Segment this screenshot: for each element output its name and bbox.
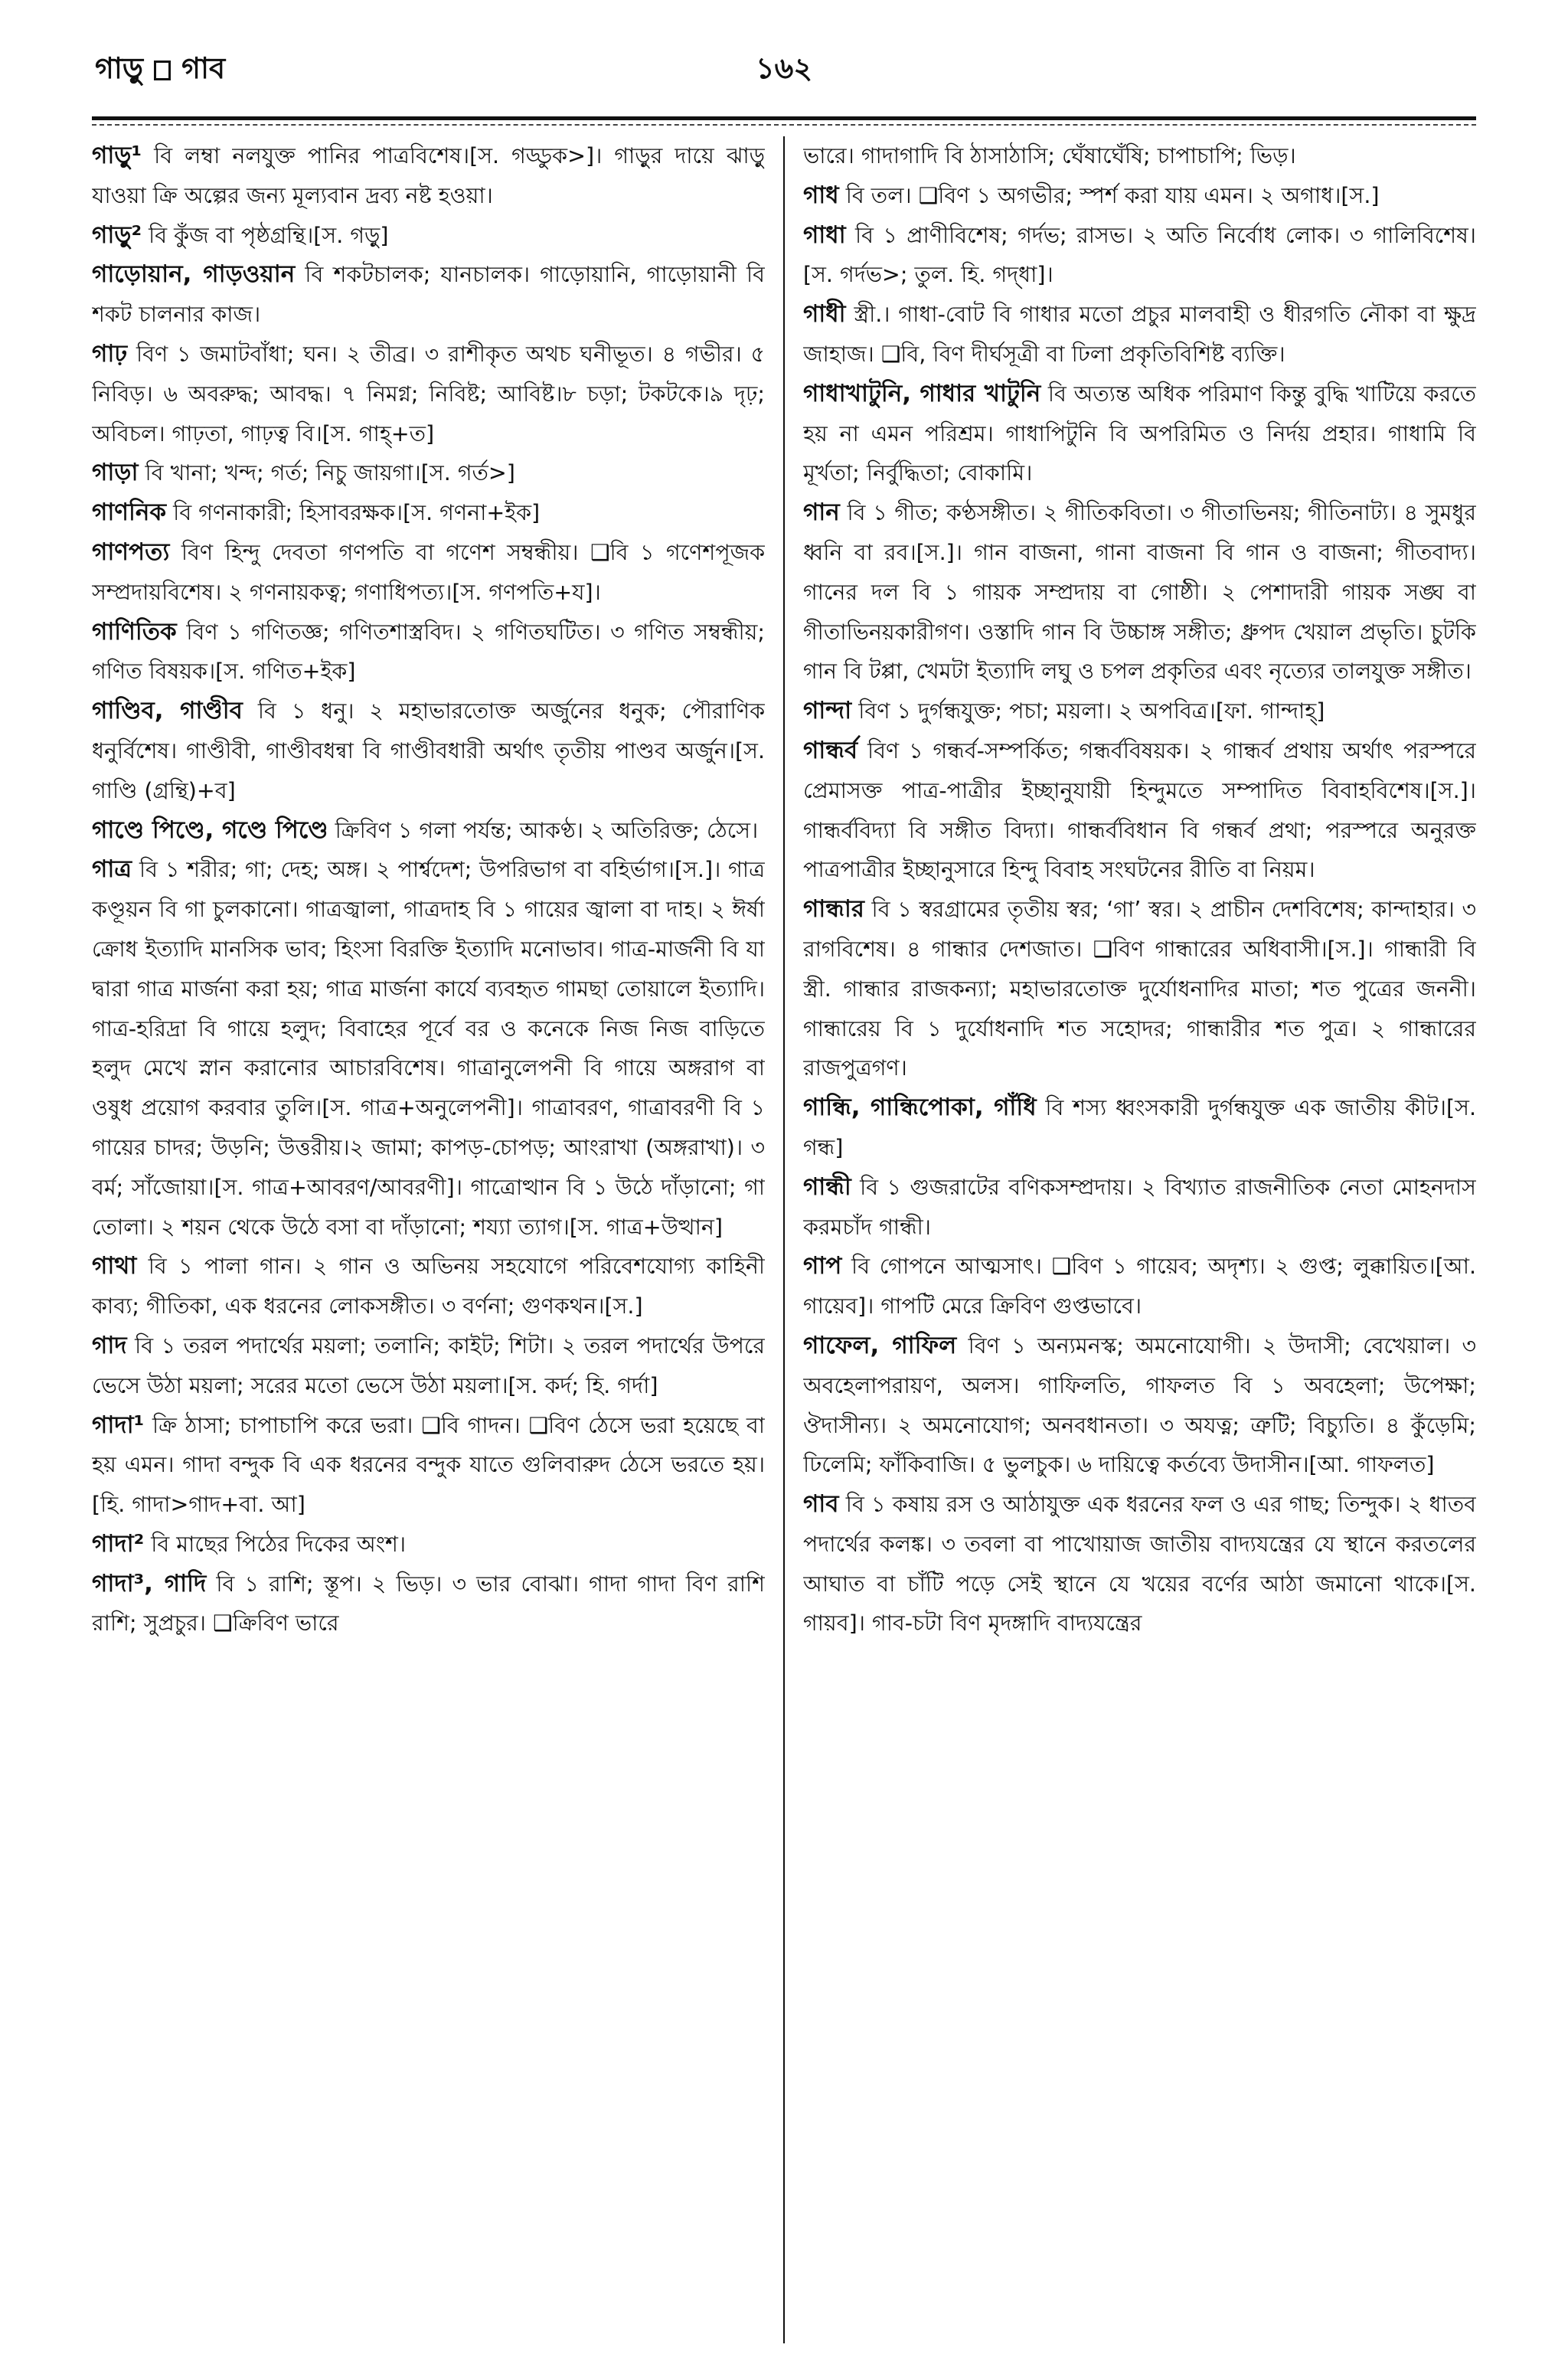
column-divider [783, 136, 785, 2343]
entry-headword: গাড়ু² [92, 221, 142, 249]
dictionary-entry [803, 493, 1476, 692]
entry-headword: গান [802, 499, 840, 527]
dictionary-entry [92, 1525, 765, 1565]
entry-definition: ক্রি ঠাসা; চাপাচাপি করে ভরা। ❑বি গাদন। ❑বিণ ঠেসে ভরা হয়েছে বা হয় এমন। গাদা বন্দুক বি এক ধরনের বন্দুক যাতে গুলিবারুদ ঠেসে ভরতে হয়।[হি. গাদা>গাদ+বা. আ] [92, 1412, 766, 1518]
entry-headword: গাদা² [92, 1529, 145, 1558]
entry-definition: বি মাছের পিঠের দিকের অংশ। [144, 1531, 407, 1557]
dictionary-entry [92, 335, 765, 453]
entry-headword: গাণনিক [92, 499, 167, 527]
entry-headword: গাণ্ডে পিণ্ডে, গণ্ডে পিণ্ডে [92, 816, 328, 844]
dictionary-entry [803, 136, 1476, 176]
page-header [95, 40, 1473, 101]
entry-definition: বিণ হিন্দু দেবতা গণপতি বা গণেশ সম্বন্ধীয়। ❑বি ১ গণেশপূজক সম্প্রদায়বিশেষ। ২ গণনায়কত্ব; গণাধিপত্য।[স. গণপতি+য]। [92, 539, 766, 605]
dictionary-entry [92, 453, 765, 493]
dictionary-entry [92, 533, 765, 613]
entry-definition: বিণ ১ অন্যমনস্ক; অমনোযোগী। ২ উদাসী; বেখেয়াল। ৩ অবহেলাপরায়ণ, অলস। গাফিলতি, গাফলত বি ১ অবহেলা; উপেক্ষা; ঔদাসীন্য। ২ অমনোযোগ; অনবধানতা। ৩ অযত্ন; ত্রুটি; বিচ্যুতি। ৪ কুঁড়েমি; ঢিলেমি; ফাঁকিবাজি। ৫ ভুলচুক। ৬ দায়িত্বে কর্তব্যে উদাসীন।[আ. গাফলত] [802, 1333, 1476, 1478]
entry-headword: গান্ধী [802, 1172, 851, 1201]
header-rule [92, 116, 1476, 120]
entry-headword: গাঢ় [92, 339, 128, 368]
entry-definition: বিণ ১ জমাটবাঁধা; ঘন। ২ তীব্র। ৩ রাশীকৃত অথচ ঘনীভূত। ৪ গভীর। ৫ নিবিড়। ৬ অবরুদ্ধ; আবদ্ধ। ৭ নিমগ্ন; নিবিষ্ট; আবিষ্ট।৮ চড়া; টকটকে।৯ দৃঢ়; অবিচল। গাঢ়তা, গাঢ়ত্ব বি।[স. গাহ্+ত] [92, 341, 766, 446]
entry-headword: গাদা¹ [92, 1411, 145, 1439]
dictionary-entry [92, 1326, 765, 1406]
dictionary-entry [803, 374, 1476, 493]
entry-definition: বি ১ রাশি; স্তূপ। ২ ভিড়। ৩ ভার বোঝা। গাদা গাদা বিণ রাশি রাশি; সুপ্রচুর। ❑ক্রিবিণ ভারে [92, 1571, 766, 1637]
entry-definition: ক্রিবিণ ১ গলা পর্যন্ত; আকণ্ঠ। ২ অতিরিক্ত; ঠেসে। [328, 817, 759, 843]
entry-definition: বি গোপনে আত্মসাৎ। ❑বিণ ১ গায়েব; অদৃশ্য। ২ গুপ্ত; লুক্কায়িত।[আ. গায়েব]। গাপটি মেরে ক্রিবিণ গুপ্তভাবে। [802, 1254, 1476, 1319]
entry-headword: গাব [802, 1490, 839, 1519]
entry-headword: গান্দা [802, 697, 852, 725]
guide-word-first: গাড়ু [95, 51, 144, 85]
entry-definition: বি শস্য ধ্বংসকারী দুর্গন্ধযুক্ত এক জাতীয় কীট।[স. গন্ধ] [802, 1095, 1476, 1160]
dictionary-entry [92, 1565, 765, 1644]
entry-headword: গাদ [92, 1331, 127, 1359]
entry-definition: বি গণনাকারী; হিসাবরক্ষক।[স. গণনা+ইক] [166, 500, 541, 526]
page-number: ১৬২ [755, 51, 813, 85]
dictionary-entry [92, 811, 765, 851]
dictionary-entry [92, 613, 765, 692]
header-rule-dotted [92, 124, 1476, 126]
dictionary-columns [92, 136, 1476, 2343]
entry-definition: বিণ ১ দুর্গন্ধযুক্ত; পচা; ময়লা। ২ অপবিত্র।[ফা. গান্দাহ্] [851, 698, 1325, 724]
dictionary-entry [92, 1406, 765, 1525]
entry-headword: গাদা³, গাদি [92, 1569, 207, 1597]
entry-definition: স্ত্রী.। গাধা-বোট বি গাধার মতো প্রচুর মালবাহী ও ধীরগতি নৌকা বা ক্ষুদ্র জাহাজ। ❑বি, বিণ দীর্ঘসূত্রী বা ঢিলা প্রকৃতিবিশিষ্ট ব্যক্তি। [802, 302, 1476, 367]
entry-definition: বি ১ ধনু। ২ মহাভারতোক্ত অর্জুনের ধনুক; পৌরাণিক ধনুর্বিশেষ। গাণ্ডীবী, গাণ্ডীবধন্বা বি গাণ্ডীবধারী অর্থাৎ তৃতীয় পাণ্ডব অর্জুন।[স. গাণ্ডি (গ্রন্থি)+ব] [92, 698, 766, 803]
entry-definition: বি লম্বা নলযুক্ত পানির পাত্রবিশেষ।[স. গড্ডুক>]। গাড়ুর দায়ে ঝাড়ু যাওয়া ক্রি অল্পের জন্য মূল্যবান দ্রব্য নষ্ট হওয়া। [92, 143, 766, 208]
entry-definition: বি ১ গীত; কণ্ঠসঙ্গীত। ২ গীতিকবিতা। ৩ গীতাভিনয়; গীতিনাট্য। ৪ সুমধুর ধ্বনি বা রব।[স.]। গান বাজনা, গানা বাজনা বি গান ও বাজনা; গীতবাদ্য। গানের দল বি ১ গায়ক সম্প্রদায় বা গোষ্ঠী। ২ পেশাদারী গায়ক সঙ্ঘ বা গীতাভিনয়কারীগণ। ওস্তাদি গান বি উচ্চাঙ্গ সঙ্গীত; ধ্রুপদ খেয়াল প্রভৃতি। চুটকি গান বি টপ্পা, খেমটা ইত্যাদি লঘু ও চপল প্রকৃতির এবং নৃত্যের তালযুক্ত সঙ্গীত। [802, 500, 1476, 685]
dictionary-entry [803, 216, 1476, 296]
entry-headword: গাড়া [92, 459, 139, 487]
entry-headword: গান্ধর্ব [802, 736, 858, 764]
entry-definition: বি তল। ❑বিণ ১ অগভীর; স্পর্শ করা যায় এমন। ২ অগাধ।[স.] [838, 182, 1380, 208]
left-column [92, 136, 765, 2343]
dictionary-entry [92, 136, 765, 216]
entry-headword: গাধ [802, 181, 839, 209]
dictionary-entry [92, 216, 765, 256]
dictionary-entry [92, 692, 765, 810]
right-column [803, 136, 1476, 2343]
dictionary-entry [803, 1088, 1476, 1168]
entry-headword: গাণপত্য [92, 538, 170, 566]
dictionary-entry [803, 176, 1476, 216]
entry-headword: গাধা [802, 221, 846, 249]
entry-definition: ভারে। গাদাগাদি বি ঠাসাঠাসি; ঘেঁষাঘেঁষি; চাপাচাপি; ভিড়। [802, 143, 1296, 168]
entry-headword: গাধী [802, 300, 846, 329]
dictionary-entry [803, 692, 1476, 731]
dictionary-entry [803, 1168, 1476, 1247]
dictionary-entry [803, 1247, 1476, 1326]
entry-headword: গাড়োয়ান, গাড়ওয়ান [92, 260, 296, 289]
entry-definition: বি খানা; খন্দ; গর্ত; নিচু জায়গা।[স. গর্ত>] [138, 460, 515, 486]
entry-definition: বি শকটচালক; যানচালক। গাড়োয়ানি, গাড়োয়ানী বি শকট চালনার কাজ। [92, 262, 766, 328]
entry-definition: বি অত্যন্ত অধিক পরিমাণ কিন্তু বুদ্ধি খাটিয়ে করতে হয় না এমন পরিশ্রম। গাধাপিটুনি বি অপরিমিত ও নির্দয় প্রহার। গাধামি বি মূর্খতা; নির্বুদ্ধিতা; বোকামি। [802, 381, 1476, 486]
entry-definition: বিণ ১ গণিতজ্ঞ; গণিতশাস্ত্রবিদ। ২ গণিতঘটিত। ৩ গণিত সম্বন্ধীয়; গণিত বিষয়ক।[স. গণিত+ইক] [92, 619, 766, 685]
entry-definition: বি ১ গুজরাটের বণিকসম্প্রদায়। ২ বিখ্যাত রাজনীতিক নেতা মোহনদাস করমচাঁদ গান্ধী। [802, 1174, 1476, 1240]
entry-definition: বি ১ পালা গান। ২ গান ও অভিনয় সহযোগে পরিবেশযোগ্য কাহিনী কাব্য; গীতিকা, এক ধরনের লোকসঙ্গীত। ৩ বর্ণনা; গুণকথন।[স.] [92, 1254, 766, 1319]
entry-headword: গাত্র [92, 855, 132, 884]
dictionary-entry [803, 1485, 1476, 1643]
entry-headword: গাণ্ডিব, গাণ্ডীব [92, 697, 243, 725]
entry-headword: গাথা [92, 1252, 137, 1280]
entry-headword: গাড়ু¹ [92, 142, 142, 169]
dictionary-entry [92, 255, 765, 335]
dictionary-entry [803, 890, 1476, 1088]
dictionary-entry [92, 1247, 765, 1326]
guide-word-last: গাব [181, 51, 226, 85]
entry-headword: গাধাখাটুনি, গাধার খাটুনি [802, 379, 1041, 407]
entry-definition: বি ১ প্রাণীবিশেষ; গর্দভ; রাসভ। ২ অতি নির্বোধ লোক। ৩ গালিবিশেষ।[স. গর্দভ>; তুল. হি. গদ্‌ধা]। [802, 222, 1476, 288]
dictionary-entry [92, 493, 765, 533]
entry-definition: বি কুঁজ বা পৃষ্ঠগ্রন্থি।[স. গড়ু] [142, 222, 389, 248]
entry-headword: গাফেল, গাফিল [802, 1331, 957, 1359]
entry-headword: গান্ধি, গান্ধিপোকা, গাঁধি [802, 1094, 1037, 1122]
dictionary-entry [803, 295, 1476, 374]
entry-headword: গান্ধার [802, 895, 864, 924]
entry-definition: বিণ ১ গন্ধর্ব-সম্পর্কিত; গন্ধর্ববিষয়ক। ২ গান্ধর্ব প্রথায় অর্থাৎ পরস্পরে প্রেমাসক্ত পাত্র-পাত্রীর ইচ্ছানুযায়ী হিন্দুমতে সম্পাদিত বিবাহবিশেষ।[স.]। গান্ধর্ববিদ্যা বি সঙ্গীত বিদ্যা। গান্ধর্ববিধান বি গন্ধর্ব প্রথা; পরস্পরে অনুরক্ত পাত্রপাত্রীর ইচ্ছানুসারে হিন্দু বিবাহ সংঘটনের রীতি বা নিয়ম। [802, 737, 1476, 883]
dictionary-entry [92, 850, 765, 1247]
entry-definition: বি ১ স্বরগ্রামের তৃতীয় স্বর; ‘গা’ স্বর। ২ প্রাচীন দেশবিশেষ; কান্দাহার। ৩ রাগবিশেষ। ৪ গান্ধার দেশজাত। ❑বিণ গান্ধারের অধিবাসী।[স.]। গান্ধারী বি স্ত্রী. গান্ধার রাজকন্যা; মহাভারতোক্ত দুর্যোধনাদির মাতা; শত পুত্রের জননী। গান্ধারেয় বি ১ দুর্যোধনাদি শত সহোদর; গান্ধারীর শত পুত্র। ২ গান্ধারের রাজপুত্রগণ। [802, 897, 1476, 1081]
entry-headword: গাণিতিক [92, 617, 177, 646]
entry-definition: বি ১ তরল পদার্থের ময়লা; তলানি; কাইট; শিটা। ২ তরল পদার্থের উপরে ভেসে উঠা ময়লা; সরের মতো ভেসে উঠা ময়লা।[স. কর্দ; হি. গর্দা] [92, 1333, 766, 1398]
entry-headword: গাপ [802, 1252, 842, 1280]
entry-definition: বি ১ শরীর; গা; দেহ; অঙ্গ। ২ পার্শ্বদেশ; উপরিভাগ বা বহির্ভাগ।[স.]। গাত্র কণ্ডূয়ন বি গা চুলকানো। গাত্রজ্বালা, গাত্রদাহ বি ১ গায়ের জ্বালা বা দাহ। ২ ঈর্ষা ক্রোধ ইত্যাদি মানসিক ভাব; হিংসা বিরক্তি ইত্যাদি মনোভাব। গাত্র-মার্জনী বি যা দ্বারা গাত্র মার্জনা করা হয়; গাত্র মার্জনা কার্যে ব্যবহৃত গামছা তোয়ালে ইত্যাদি। গাত্র-হরিদ্রা বি গায়ে হলুদ; বিবাহের পূর্বে বর ও কনেকে নিজ নিজ বাড়িতে হলুদ মেখে স্নান করানোর আচারবিশেষ। গাত্রানুলেপনী বি গায়ে অঙ্গরাগ বা ওষুধ প্রয়োগ করবার তুলি।[স. গাত্র+অনুলেপনী]। গাত্রাবরণ, গাত্রাবরণী বি ১ গায়ের চাদর; উড়নি; উত্তরীয়।২ জামা; কাপড়-চোপড়; আংরাখা (অঙ্গরাখা)। ৩ বর্ম; সাঁজোয়া।[স. গাত্র+আবরণ/আবরণী]। গাত্রোত্থান বি ১ উঠে দাঁড়ানো; গা তোলা। ২ শয়ন থেকে উঠে বসা বা দাঁড়ানো; শয্যা ত্যাগ।[স. গাত্র+উত্থান] [92, 857, 766, 1240]
entry-definition: বি ১ কষায় রস ও আঠাযুক্ত এক ধরনের ফল ও এর গাছ; তিন্দুক। ২ ধাতব পদার্থের কলঙ্ক। ৩ তবলা বা পাখোয়াজ জাতীয় বাদ্যযন্ত্রের যে স্থানে করতলের আঘাত বা চাঁটি পড়ে সেই স্থানে যে খয়ের বর্ণের আঠা জমানো থাকে।[স. গায়ব]। গাব-চটা বিণ মৃদঙ্গাদি বাদ্যযন্ত্রের [802, 1492, 1476, 1637]
dictionary-entry [803, 1326, 1476, 1485]
dictionary-entry [803, 731, 1476, 890]
